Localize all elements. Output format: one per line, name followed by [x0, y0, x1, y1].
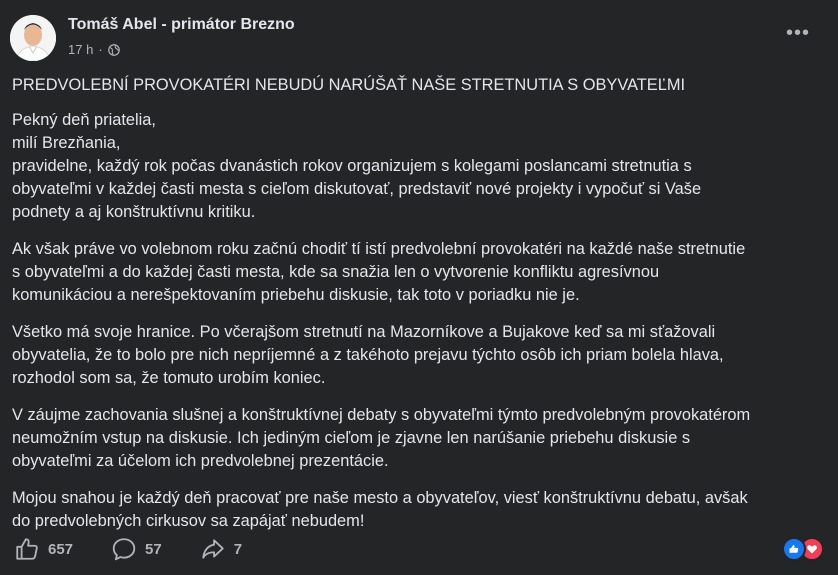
text-line: rozhodol som sa, že tomuto urobím koniec. [12, 369, 326, 387]
post-paragraph-2 [12, 238, 824, 307]
post-headline: PREDVOLEBNÍ PROVOKATÉRI NEBUDÚ NARÚŠAŤ NAŠE STRETNUTIA S OBYVATEĽMI [12, 76, 686, 94]
text-line: milí Brezňania, [12, 134, 121, 152]
post-paragraph-5 [12, 487, 824, 533]
comment-icon [111, 536, 137, 562]
text-line: obyvateľmi v každej časti mesta s cieľom diskutovať, predstaviť nové projekty i vypočuť si Vaše [12, 180, 702, 198]
text-line: Mojou snahou je každý deň pracovať pre naše mesto a obyvateľov, viesť konštruktívnu debatu, avšak [12, 489, 748, 507]
text-line: podnety a aj konštruktívnu kritiku. [12, 203, 256, 221]
reactions-summary[interactable] [782, 537, 824, 561]
text-line: Ak však práve vo volebnom roku začnú chodiť tí istí predvolební provokatéri na každé naše stretnutie [12, 240, 746, 258]
post-paragraph-1 [12, 109, 824, 224]
post-footer [14, 534, 824, 564]
meta-separator: · [98, 42, 103, 57]
post-time[interactable]: 17 h [68, 42, 94, 57]
text-line: pravidelne, každý rok počas dvanástich rokov organizujem s kolegami poslancami stretnutia s [12, 157, 692, 175]
share-icon [200, 536, 226, 562]
post-paragraph-4 [12, 404, 824, 473]
globe-icon[interactable] [108, 44, 120, 56]
text-line: Všetko má svoje hranice. Po včerajšom stretnutí na Mazorníkove a Bujakove keď sa mi sťažovali [12, 323, 716, 341]
text-line: V záujme zachovania slušnej a konštruktívnej debaty s obyvateľmi týmto predvolebným provokatérom [12, 406, 751, 424]
text-line: obyvateľmi za účelom ich predvolebnej prezentácie. [12, 452, 389, 470]
like-icon [14, 536, 40, 562]
post-paragraph-3 [12, 321, 824, 390]
post-header [10, 13, 828, 61]
text-line: neumožním vstup na diskusie. Ich jediným cieľom je zjavne len narúšanie priebehu diskusie s [12, 429, 691, 447]
post-content [12, 74, 824, 547]
share-count: 7 [233, 540, 243, 558]
more-options-icon[interactable]: ••• [785, 22, 810, 44]
text-line: komunikáciou a nerešpektovaním priebehu diskusie, tak toto v poriadku nie je. [12, 286, 580, 304]
text-line: s obyvateľmi a do každej časti mesta, kde sa snažia len o vytvorenie konfliktu agresívnou [12, 263, 660, 281]
text-line: do predvolebných cirkusov sa zapájať nebudem! [12, 512, 365, 530]
like-count: 657 [48, 540, 74, 558]
comment-button[interactable] [111, 536, 162, 562]
avatar-portrait-icon [10, 15, 56, 61]
post-meta [68, 42, 120, 57]
text-line: Pekný deň priatelia, [12, 111, 156, 129]
text-line: obyvatelia, že to bolo pre nich nepríjemné a z takéhoto prejavu týchto osôb ich priam bolela hlava, [12, 346, 724, 364]
comment-count: 57 [145, 540, 162, 558]
like-button[interactable] [14, 536, 73, 562]
share-button[interactable] [200, 536, 242, 562]
author-avatar[interactable] [10, 15, 56, 61]
like-reaction-icon [782, 537, 806, 561]
author-name[interactable]: Tomáš Abel - primátor Brezno [68, 16, 295, 33]
